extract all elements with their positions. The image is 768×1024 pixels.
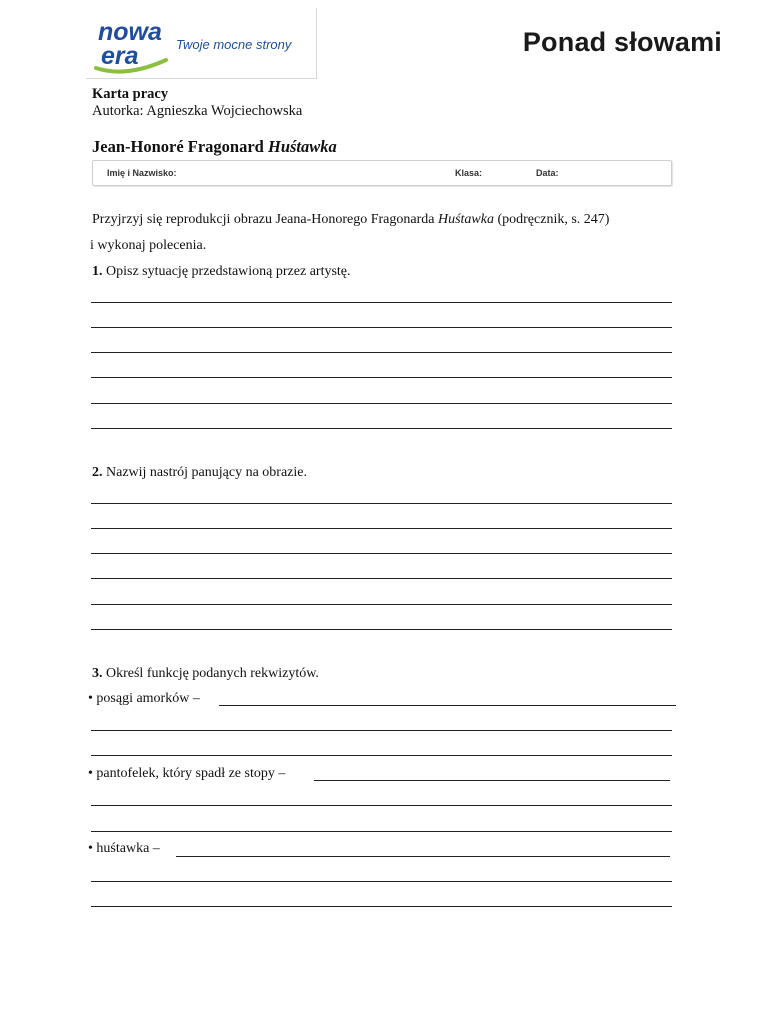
task-number: 3. — [92, 666, 103, 681]
name-label: Imię i Nazwisko: — [107, 168, 177, 178]
intro-line-1 — [92, 212, 609, 228]
answer-line[interactable] — [91, 805, 672, 806]
answer-line[interactable] — [91, 503, 672, 504]
answer-line[interactable] — [91, 578, 672, 579]
class-label: Klasa: — [455, 168, 483, 178]
task-text: Określ funkcję podanych rekwizytów. — [102, 666, 319, 681]
task-number: 1. — [92, 264, 103, 279]
logo-word-era: era — [101, 42, 139, 70]
logo-tagline: Twoje mocne strony — [176, 37, 292, 52]
task-1 — [92, 264, 351, 280]
answer-line[interactable] — [91, 377, 672, 378]
answer-line[interactable] — [91, 403, 672, 404]
series-title: Ponad słowami — [522, 27, 722, 57]
intro-reference: (podręcznik, s. 247) — [493, 212, 610, 227]
answer-line[interactable] — [91, 553, 672, 554]
prop-3-label: • huśtawka – — [88, 841, 160, 856]
task-text: Opisz sytuację przedstawioną przez artystę. — [102, 264, 351, 279]
answer-line[interactable] — [91, 629, 672, 630]
answer-line[interactable] — [91, 302, 672, 303]
doc-type: Karta pracy — [92, 86, 169, 102]
student-info-box — [92, 160, 672, 186]
logo-word-nowa: nowa — [98, 18, 162, 46]
logo-graphic — [86, 8, 316, 78]
answer-line[interactable] — [91, 352, 672, 353]
answer-line[interactable] — [91, 906, 672, 907]
answer-line[interactable] — [91, 528, 672, 529]
prop-2-label: • pantofelek, który spadł ze stopy – — [88, 766, 286, 781]
artist-name: Jean-Honoré Fragonard — [92, 137, 264, 156]
prop-1-label: • posągi amorków – — [88, 691, 200, 706]
answer-line[interactable] — [176, 856, 670, 857]
intro-text: Przyjrzyj się reprodukcji obrazu Jeana-Honorego Fragonarda — [92, 212, 438, 227]
artwork-title: Huśtawka — [267, 137, 337, 156]
intro-line-2: i wykonaj polecenia. — [90, 238, 207, 253]
answer-line[interactable] — [91, 428, 672, 429]
answer-line[interactable] — [91, 755, 672, 756]
task-number: 2. — [92, 465, 103, 480]
answer-line[interactable] — [91, 730, 672, 731]
answer-line[interactable] — [91, 881, 672, 882]
answer-line[interactable] — [91, 831, 672, 832]
publisher-logo — [86, 8, 317, 79]
task-3 — [92, 666, 319, 682]
date-label: Data: — [536, 168, 559, 178]
answer-line[interactable] — [219, 705, 676, 706]
answer-line[interactable] — [91, 604, 672, 605]
task-text: Nazwij nastrój panujący na obrazie. — [102, 465, 307, 480]
author: Autorka: Agnieszka Wojciechowska — [92, 103, 303, 119]
answer-line[interactable] — [314, 780, 670, 781]
intro-artwork: Huśtawka — [437, 212, 494, 227]
answer-line[interactable] — [91, 327, 672, 328]
task-2 — [92, 465, 307, 481]
work-title — [92, 137, 337, 157]
